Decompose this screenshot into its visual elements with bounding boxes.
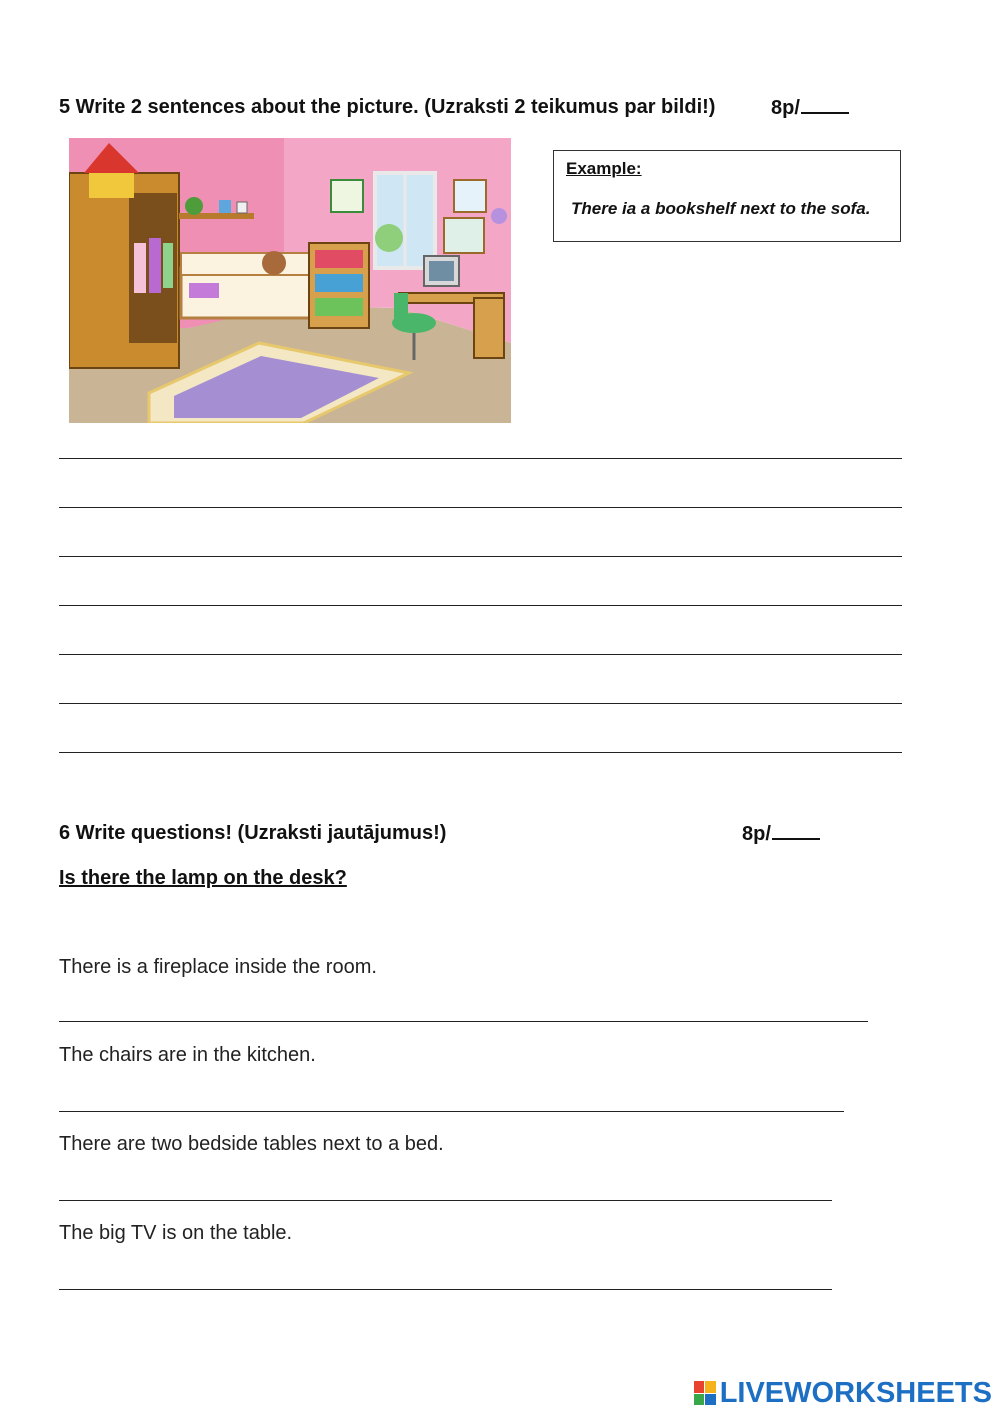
- task6-score-label: 8p/: [742, 823, 771, 845]
- bedroom-illustration: [69, 138, 511, 423]
- question-answer-line-3[interactable]: [59, 1200, 832, 1201]
- task6-score: [742, 822, 820, 846]
- answer-line[interactable]: [59, 605, 902, 606]
- task5-heading: 5 Write 2 sentences about the picture. (Uzraksti 2 teikumus par bildi!): [59, 96, 716, 118]
- liveworksheets-brand[interactable]: [694, 1378, 992, 1408]
- sentence-2: The chairs are in the kitchen.: [59, 1044, 316, 1066]
- task5-score-label: 8p/: [771, 97, 800, 119]
- answer-line[interactable]: [59, 752, 902, 753]
- sentence-1: There is a fireplace inside the room.: [59, 956, 377, 978]
- task6-score-blank[interactable]: [772, 822, 820, 840]
- example-box: [553, 150, 901, 242]
- answer-line[interactable]: [59, 507, 902, 508]
- example-question: Is there the lamp on the desk?: [59, 867, 347, 889]
- task5-score-blank[interactable]: [801, 96, 849, 114]
- answer-line[interactable]: [59, 458, 902, 459]
- brand-name: LIVEWORKSHEETS: [719, 1376, 992, 1409]
- answer-line[interactable]: [59, 654, 902, 655]
- sentence-3: There are two bedside tables next to a bed.: [59, 1133, 444, 1155]
- answer-line[interactable]: [59, 556, 902, 557]
- task6-heading: 6 Write questions! (Uzraksti jautājumus!): [59, 822, 447, 844]
- sentence-4: The big TV is on the table.: [59, 1222, 293, 1244]
- task5-score: [771, 96, 849, 120]
- question-answer-line-4[interactable]: [59, 1289, 832, 1290]
- question-answer-line-2[interactable]: [59, 1111, 844, 1112]
- example-title: Example:: [566, 159, 642, 178]
- liveworksheets-logo-icon: [694, 1381, 716, 1405]
- example-sentence: There ia a bookshelf next to the sofa.: [571, 199, 871, 218]
- answer-line[interactable]: [59, 703, 902, 704]
- question-answer-line-1[interactable]: [59, 1021, 868, 1022]
